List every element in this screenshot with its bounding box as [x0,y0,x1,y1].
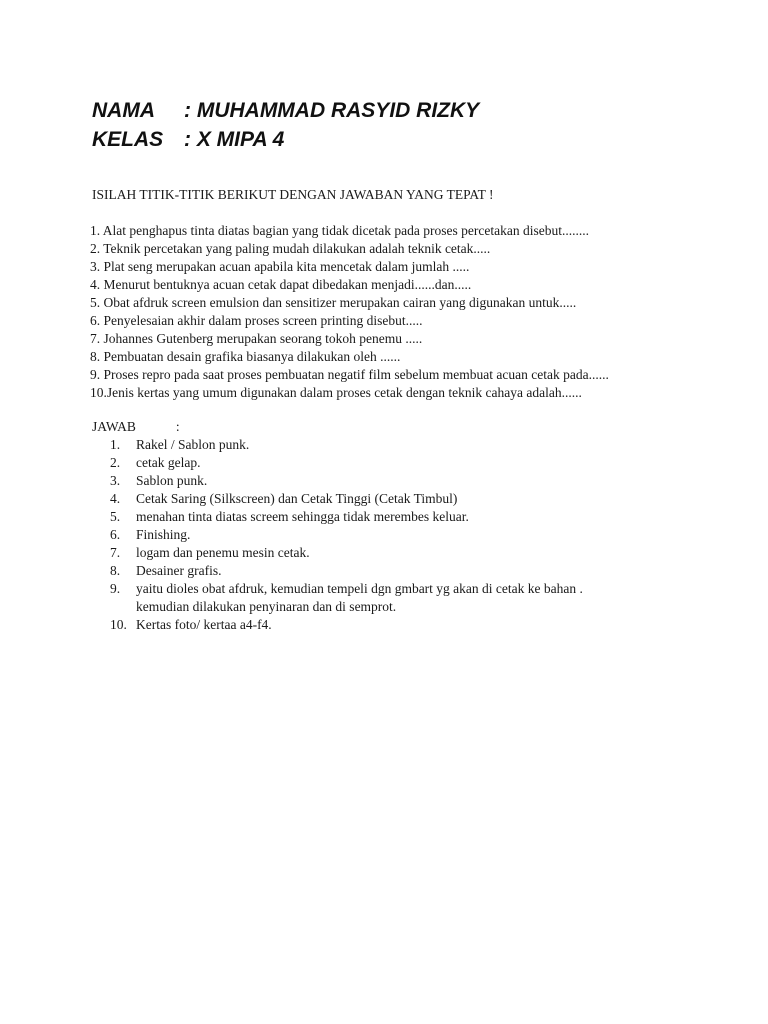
answer-number: 9. [110,581,121,596]
question-item: 3. Plat seng merupakan acuan apabila kita mencetak dalam jumlah ..... [90,259,470,274]
class-value: : X MIPA 4 [184,128,285,151]
question-item: 10.Jenis kertas yang umum digunakan dalam proses cetak dengan teknik cahaya adalah...... [90,385,582,400]
name-label: NAMA [92,99,155,122]
answer-line: Desainer grafis. [136,563,222,578]
answer-text [136,526,670,544]
answer-item [110,562,670,580]
student-header [92,96,479,154]
question-item: 1. Alat penghapus tinta diatas bagian yang tidak dicetak pada proses percetakan disebut........ [90,223,589,238]
answer-number: 4. [110,491,121,506]
answer-item [110,616,670,634]
answer-item [110,436,670,454]
answer-number: 1. [110,437,121,452]
answer-heading-label: JAWAB [92,419,136,434]
question-item: 6. Penyelesaian akhir dalam proses screen printing disebut..... [90,313,423,328]
class-row [92,125,479,154]
answer-list [110,436,670,634]
answer-line: Rakel / Sablon punk. [136,437,250,452]
answer-text [136,436,670,454]
question-item: 8. Pembuatan desain grafika biasanya dilakukan oleh ...... [90,349,401,364]
answer-text [136,616,670,634]
class-label: KELAS [92,128,164,151]
answer-line: menahan tinta diatas screem sehingga tidak merembes keluar. [136,509,469,524]
answer-number: 3. [110,473,121,488]
answer-number: 6. [110,527,121,542]
answer-line: logam dan penemu mesin cetak. [136,545,310,560]
instruction-text: ISILAH TITIK-TITIK BERIKUT DENGAN JAWABAN YANG TEPAT ! [92,187,494,202]
answer-number: 10. [110,617,127,632]
answer-text [136,562,670,580]
answer-number: 5. [110,509,121,524]
answer-line: Cetak Saring (Silkscreen) dan Cetak Tinggi (Cetak Timbul) [136,491,458,506]
answer-item [110,544,670,562]
answer-number: 7. [110,545,121,560]
answer-text [136,472,670,490]
answer-item [110,490,670,508]
answer-text [136,508,670,526]
answer-item [110,580,670,616]
name-value: : MUHAMMAD RASYID RIZKY [184,99,480,122]
answer-line: Sablon punk. [136,473,208,488]
question-item: 2. Teknik percetakan yang paling mudah dilakukan adalah teknik cetak..... [90,241,491,256]
answer-line: Kertas foto/ kertaa a4-f4. [136,617,272,632]
question-item: 7. Johannes Gutenberg merupakan seorang tokoh penemu ..... [90,331,423,346]
answer-line: yaitu dioles obat afdruk, kemudian tempeli dgn gmbart yg akan di cetak ke bahan . [136,581,583,596]
answer-item [110,526,670,544]
question-item: 9. Proses repro pada saat proses pembuatan negatif film sebelum membuat acuan cetak pada...... [90,367,609,382]
answer-heading [92,418,180,436]
answer-item [110,508,670,526]
answer-text [136,490,670,508]
question-item: 4. Menurut bentuknya acuan cetak dapat dibedakan menjadi......dan..... [90,277,472,292]
answer-line: Finishing. [136,527,191,542]
answer-number: 8. [110,563,121,578]
question-item: 5. Obat afdruk screen emulsion dan sensitizer merupakan cairan yang digunakan untuk..... [90,295,577,310]
answer-item [110,472,670,490]
name-row [92,96,479,125]
answer-text [136,580,670,616]
answer-line: cetak gelap. [136,455,201,470]
answer-heading-colon: : [175,419,180,434]
answer-line: kemudian dilakukan penyinaran dan di semprot. [136,599,397,614]
answer-text [136,544,670,562]
question-list [90,222,609,402]
answer-text [136,454,670,472]
answer-number: 2. [110,455,121,470]
answer-item [110,454,670,472]
